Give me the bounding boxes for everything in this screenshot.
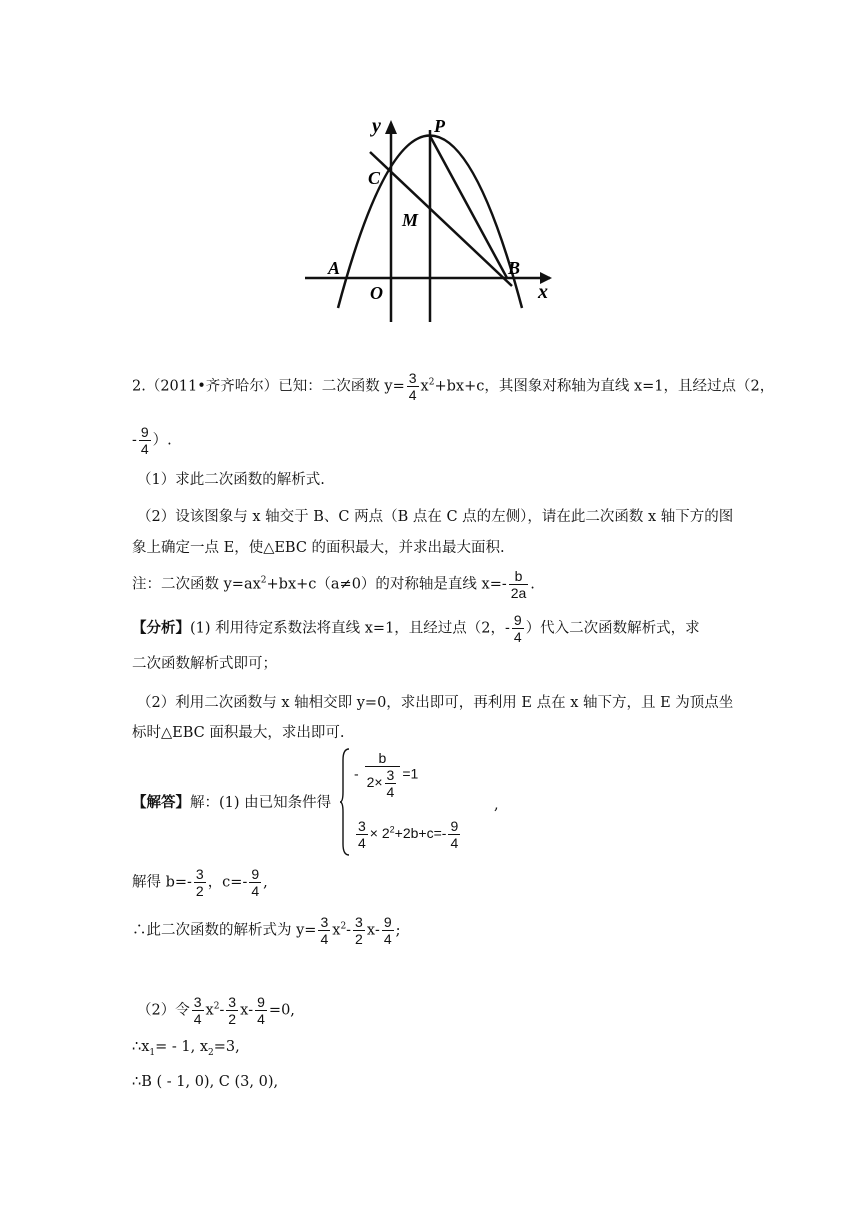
numerator: 3 [228,994,237,1010]
analysis-line-3: （2）利用二次函数与 x 轴相交即 y=0，求出即可，再利用 E 点在 x 轴下方，且 E 为顶点坐 [137,695,734,711]
analysis-text: (1) 利用待定系数法将直线 x=1，且经过点（2， [190,620,506,637]
numerator: b [378,750,387,766]
equation-rhs: =1 [402,765,419,782]
equation-2 [354,818,462,851]
line-pb [430,136,507,278]
intro-text: 2.（2011•齐齐哈尔）已知：二次函数 y= [132,378,405,395]
solution-function [132,914,401,947]
label-o: O [370,283,383,303]
note-pre: 注：二次函数 y=ax [132,576,261,593]
solution-points: ∴B ( - 1, 0), C (3, 0), [132,1074,279,1090]
fraction [512,612,524,645]
fraction [382,914,394,947]
numerator: 3 [195,866,204,882]
fraction [353,914,365,947]
solution-text: 解：(1) 由已知条件得 [190,795,332,811]
denominator: 4 [408,387,417,403]
denominator: 4 [251,883,260,899]
label-y: y [372,115,381,137]
fraction [249,866,261,899]
minus-sign: - [132,432,137,449]
result-end: , [263,874,268,891]
exponent: 2 [389,824,395,835]
result-text: ，c= [207,874,243,891]
note-mid: +bx+c（a≠0）的对称轴是直线 x= [266,576,502,593]
equation-1 [354,750,418,800]
denominator: 4 [140,441,149,457]
label-p: P [434,116,445,136]
denominator: 4 [358,835,366,851]
minus-sign: - [248,1002,254,1019]
label-a: A [328,258,341,278]
variable: x [332,922,341,939]
fraction [356,818,368,851]
result-text: 解得 b= [132,874,188,891]
numerator: 3 [386,767,395,783]
note [132,568,535,601]
denominator: 2 [195,883,204,899]
analysis-line-1 [132,612,700,645]
label-b: B [508,258,521,278]
inner-fraction [385,767,397,800]
numerator: 9 [450,818,459,834]
solution-part2 [137,994,295,1027]
numerator: b [514,568,523,584]
intro-x: x [420,378,429,395]
function-text: ∴此二次函数的解析式为 y= [132,922,317,939]
variable: x [205,1002,214,1019]
intro-rest: +bx+c，其图象对称轴为直线 x=1，且经过点（2， [434,378,775,395]
problem-intro [132,370,774,403]
label-x: x [538,281,548,303]
note-end: . [530,576,535,593]
roots-text: ∴x [132,1039,150,1055]
variable: x [366,922,375,939]
minus-sign: - [187,874,192,891]
denominator: 4 [450,835,459,851]
analysis-text: ）代入二次函数解析式，求 [525,620,700,637]
numerator: 9 [513,612,522,628]
part2-text: （2）令 [137,1002,190,1019]
fraction [139,424,151,457]
numerator: 9 [257,994,265,1010]
point-close: ）. [152,432,172,449]
denominator: 2 [355,931,363,947]
label-c: C [368,168,381,188]
question-2-line-2: 象上确定一点 E，使△EBC 的面积最大，并求出最大面积. [132,540,505,556]
denominator: 4 [386,784,395,800]
solution-roots [132,1037,240,1063]
question-1: （1）求此二次函数的解析式. [137,472,325,488]
analysis-tag: 【分析】 [132,619,190,637]
numerator: 9 [251,866,260,882]
part2-end: =0, [268,1002,295,1019]
minus-sign: - [441,825,447,842]
fraction [192,994,204,1027]
minus-sign: - [354,765,359,782]
equation-rest: +2b+c= [394,825,442,842]
numerator: 3 [355,914,363,930]
fraction [318,914,330,947]
roots-text: = - 1, x [155,1039,209,1055]
minus-sign: - [505,620,510,637]
denominator: 4 [257,1011,265,1027]
numerator: 3 [408,370,417,386]
solution-tag: 【解答】 [132,794,190,811]
minus-sign: - [346,922,352,939]
denominator: 4 [193,1011,202,1027]
variable: x [240,1002,249,1019]
denominator: 4 [513,629,522,645]
fraction [226,994,238,1027]
solution-intro [132,793,331,813]
roots-end: =3, [213,1039,240,1055]
numerator: 3 [358,818,366,834]
fraction [255,994,267,1027]
minus-sign: - [242,874,248,891]
exponent: 2 [260,575,267,586]
exponent: 2 [213,1001,220,1012]
numerator: 3 [193,994,202,1010]
minus-sign: - [501,576,507,593]
parabola-figure [300,108,560,328]
question-2-line-1: （2）设该图象与 x 轴交于 B、C 两点（B 点在 C 点的左侧），请在此二次函数 x 轴下方的图 [137,509,734,525]
denominator: 4 [320,931,329,947]
analysis-line-2: 二次函数解析式即可； [132,656,277,672]
minus-sign: - [375,922,380,939]
denominator [365,766,401,800]
function-end: ; [395,922,401,939]
label-m: M [402,210,419,230]
fraction [407,370,419,403]
fraction [448,818,460,851]
y-axis-arrow [385,120,397,134]
fraction [365,750,401,800]
numerator: 9 [383,914,392,930]
numerator: 9 [140,424,149,440]
subscript: 1 [149,1047,156,1058]
exponent: 2 [428,377,435,388]
denominator: 2a [510,585,527,601]
subscript: 2 [208,1047,214,1058]
denominator-prefix: 2× [366,774,383,791]
analysis-line-4: 标时△EBC 面积最大，求出即可. [132,725,345,741]
minus-sign: - [219,1002,225,1019]
numerator: 3 [320,914,329,930]
solution-result [132,866,268,899]
system-comma: , [494,797,499,813]
fraction [194,866,206,899]
exponent: 2 [340,921,347,932]
denominator: 4 [383,931,392,947]
equation-system [340,748,510,858]
denominator: 2 [228,1011,237,1027]
equation-mid: × 2 [369,825,390,842]
problem-point [132,424,172,457]
brace-icon [340,748,350,856]
fraction [509,568,529,601]
